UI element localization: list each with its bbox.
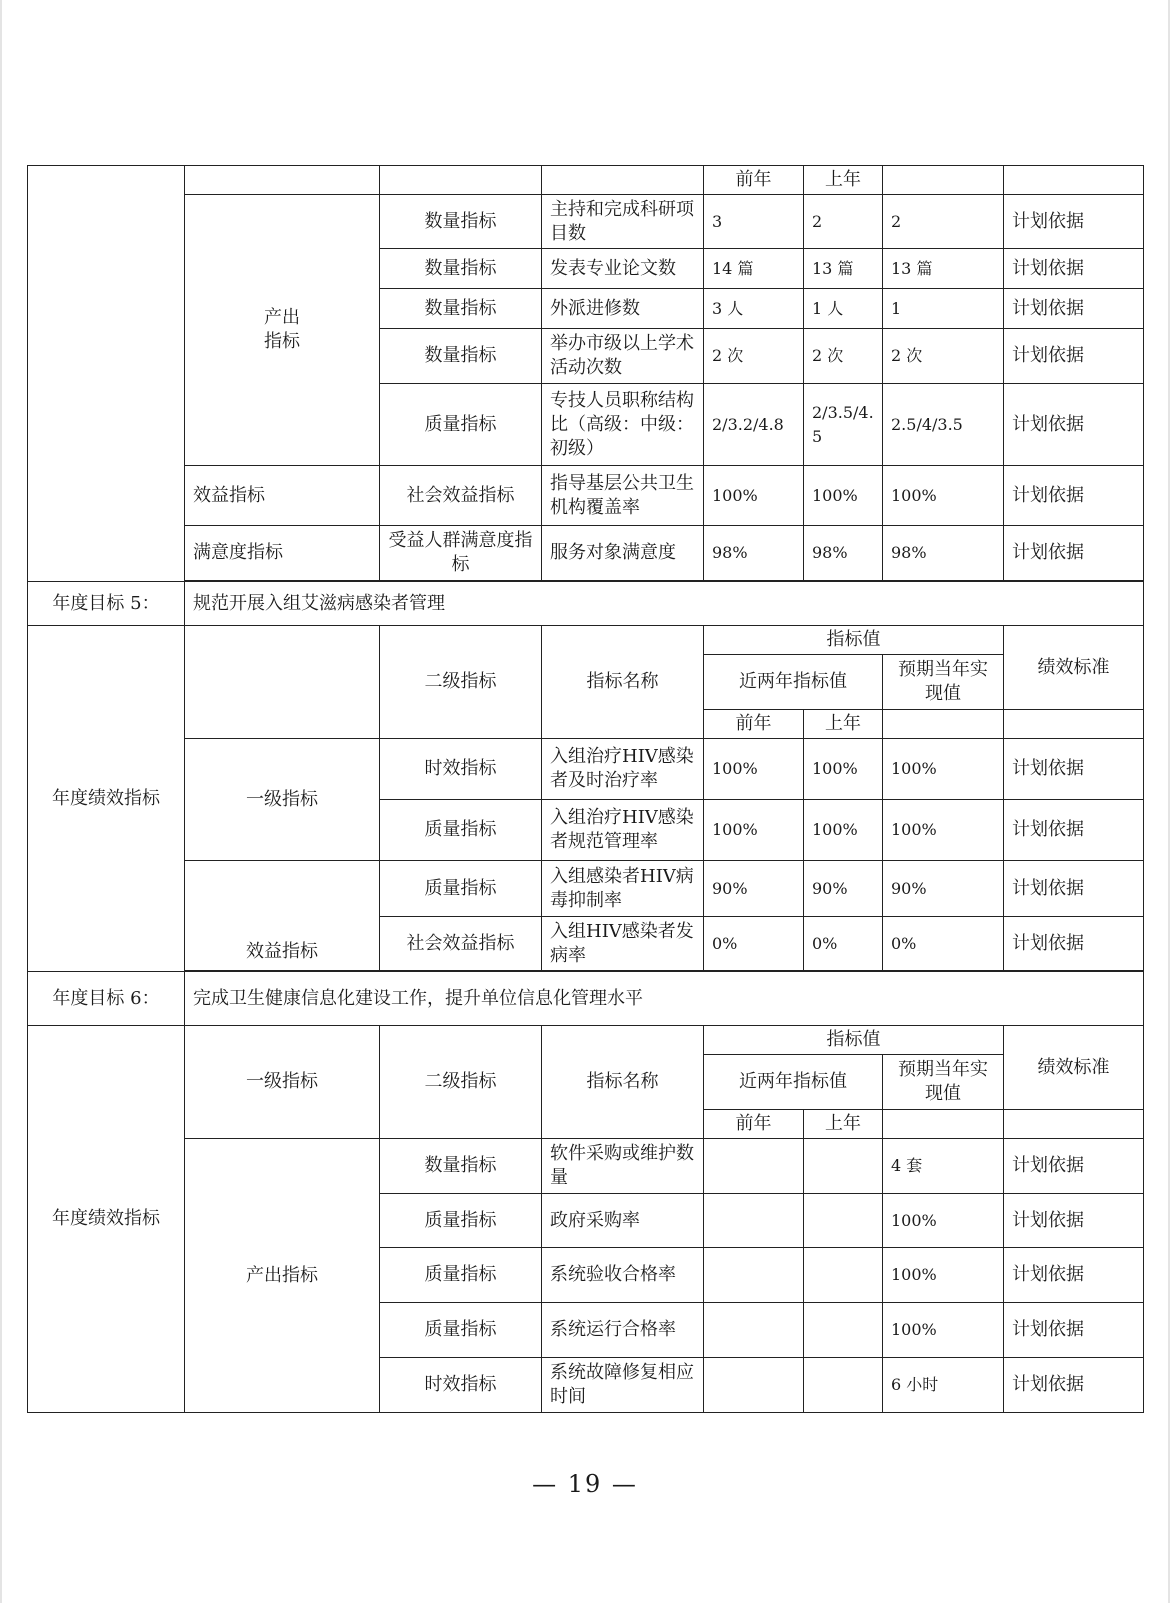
- indicator-name: 政府采购率: [542, 1194, 704, 1248]
- header-last-year: 上年: [804, 166, 883, 195]
- value-last: 2 次: [804, 329, 883, 384]
- header-expected: 预期当年实现值: [883, 1055, 1004, 1110]
- value-prev: [704, 1194, 804, 1248]
- value-prev: 2 次: [704, 329, 804, 384]
- level1-cell: 满意度指标: [185, 526, 380, 581]
- value-last: [804, 1248, 883, 1303]
- value-prev: 100%: [704, 739, 804, 800]
- value-last: 100%: [804, 739, 883, 800]
- header-level2: 二级指标: [380, 626, 542, 739]
- indicator-name: 系统运行合格率: [542, 1303, 704, 1358]
- indicator-name: 指导基层公共卫生机构覆盖率: [542, 466, 704, 526]
- goal-label: 年度目标 6：: [28, 972, 185, 1026]
- indicator-name: 主持和完成科研项目数: [542, 195, 704, 249]
- standard-cell: 计划依据: [1004, 195, 1144, 249]
- goal-label: 年度目标 5：: [28, 582, 185, 626]
- level1-cell: 一级指标: [185, 739, 380, 861]
- value-last: [804, 1358, 883, 1413]
- cell-empty: [1004, 710, 1144, 739]
- page-edge-left: [0, 0, 2, 1603]
- cell-empty: [883, 1110, 1004, 1139]
- header-standard: 绩效标准: [1004, 1026, 1144, 1110]
- cell-empty: [380, 166, 542, 195]
- value-expected: 6 小时: [883, 1358, 1004, 1413]
- table-row: [28, 626, 1144, 655]
- value-last: [804, 1194, 883, 1248]
- page-number: — 19 —: [532, 1470, 638, 1498]
- cell-empty: [1004, 1110, 1144, 1139]
- indicator-name: 服务对象满意度: [542, 526, 704, 581]
- value-prev: [704, 1248, 804, 1303]
- level2-cell: 受益人群满意度指标: [380, 526, 542, 581]
- header-level2: 二级指标: [380, 1026, 542, 1139]
- table-row: [28, 739, 1144, 800]
- header-level1: 一级指标: [185, 1026, 380, 1139]
- value-expected: 100%: [883, 739, 1004, 800]
- indicator-name: 专技人员职称结构比（高级：中级：初级）: [542, 384, 704, 466]
- goal-row: [28, 972, 1144, 1026]
- value-prev: 0%: [704, 917, 804, 971]
- value-expected: 2: [883, 195, 1004, 249]
- value-last: 0%: [804, 917, 883, 971]
- indicator-name: 入组治疗HIV感染者规范管理率: [542, 800, 704, 861]
- standard-cell: 计划依据: [1004, 1194, 1144, 1248]
- value-prev: [704, 1303, 804, 1358]
- cell-empty: [883, 166, 1004, 195]
- table-row: [28, 1026, 1144, 1055]
- header-indicator-value: 指标值: [704, 1026, 1004, 1055]
- header-last-year: 上年: [804, 1110, 883, 1139]
- standard-cell: 计划依据: [1004, 289, 1144, 329]
- header-prev-year: 前年: [704, 710, 804, 739]
- level2-cell: 时效指标: [380, 1358, 542, 1413]
- indicator-name: 入组治疗HIV感染者及时治疗率: [542, 739, 704, 800]
- standard-cell: 计划依据: [1004, 917, 1144, 971]
- value-expected: 13 篇: [883, 249, 1004, 289]
- value-prev: 2/3.2/4.8: [704, 384, 804, 466]
- value-prev: 90%: [704, 861, 804, 917]
- standard-cell: 计划依据: [1004, 800, 1144, 861]
- indicator-name: 入组感染者HIV病毒抑制率: [542, 861, 704, 917]
- table-row: [28, 861, 1144, 917]
- header-recent: 近两年指标值: [704, 1055, 883, 1110]
- level2-cell: 数量指标: [380, 249, 542, 289]
- standard-cell: 计划依据: [1004, 1248, 1144, 1303]
- value-last: 98%: [804, 526, 883, 581]
- indicator-name: 入组HIV感染者发病率: [542, 917, 704, 971]
- indicator-name: 发表专业论文数: [542, 249, 704, 289]
- standard-cell: 计划依据: [1004, 249, 1144, 289]
- value-prev: 100%: [704, 800, 804, 861]
- level2-cell: 时效指标: [380, 739, 542, 800]
- value-last: 2/3.5/4.5: [804, 384, 883, 466]
- standard-cell: 计划依据: [1004, 329, 1144, 384]
- level2-cell: 数量指标: [380, 1139, 542, 1194]
- value-prev: 100%: [704, 466, 804, 526]
- header-standard: 绩效标准: [1004, 626, 1144, 710]
- level2-cell: 质量指标: [380, 800, 542, 861]
- perf-label: 年度绩效指标: [28, 626, 185, 972]
- header-last-year: 上年: [804, 710, 883, 739]
- value-last: [804, 1139, 883, 1194]
- level2-cell: 数量指标: [380, 289, 542, 329]
- value-expected: 2.5/4/3.5: [883, 384, 1004, 466]
- value-expected: 4 套: [883, 1139, 1004, 1194]
- value-expected: 100%: [883, 466, 1004, 526]
- level2-cell: 质量指标: [380, 1194, 542, 1248]
- level2-cell: 社会效益指标: [380, 917, 542, 971]
- level1-cell: 效益指标: [185, 466, 380, 526]
- standard-cell: 计划依据: [1004, 466, 1144, 526]
- cell-empty: [185, 626, 380, 739]
- level2-cell: 质量指标: [380, 1303, 542, 1358]
- goal-row: [28, 582, 1144, 626]
- category-output: 产出 指标: [185, 195, 380, 466]
- level2-cell: 数量指标: [380, 195, 542, 249]
- value-prev: 98%: [704, 526, 804, 581]
- value-last: 2: [804, 195, 883, 249]
- level2-cell: 社会效益指标: [380, 466, 542, 526]
- indicator-name: 外派进修数: [542, 289, 704, 329]
- value-expected: 100%: [883, 1303, 1004, 1358]
- value-expected: 98%: [883, 526, 1004, 581]
- value-expected: 2 次: [883, 329, 1004, 384]
- table-row: [28, 526, 1144, 581]
- indicator-name: 系统故障修复相应时间: [542, 1358, 704, 1413]
- cell-empty: [28, 166, 185, 582]
- standard-cell: 计划依据: [1004, 1139, 1144, 1194]
- level2-cell: 质量指标: [380, 861, 542, 917]
- header-indicator-value: 指标值: [704, 626, 1004, 655]
- header-indicator-name: 指标名称: [542, 626, 704, 739]
- standard-cell: 计划依据: [1004, 384, 1144, 466]
- standard-cell: 计划依据: [1004, 526, 1144, 581]
- value-expected: 100%: [883, 1194, 1004, 1248]
- header-recent: 近两年指标值: [704, 655, 883, 710]
- cell-empty: [542, 166, 704, 195]
- cell-empty: [883, 710, 1004, 739]
- value-last: 100%: [804, 466, 883, 526]
- category-output: 产出指标: [185, 1139, 380, 1413]
- value-expected: 100%: [883, 1248, 1004, 1303]
- standard-cell: 计划依据: [1004, 739, 1144, 800]
- indicator-name: 举办市级以上学术活动次数: [542, 329, 704, 384]
- table-row: [28, 1139, 1144, 1194]
- level2-cell: 质量指标: [380, 1248, 542, 1303]
- table-row: [28, 166, 1144, 195]
- standard-cell: 计划依据: [1004, 861, 1144, 917]
- value-prev: [704, 1358, 804, 1413]
- value-prev: 3 人: [704, 289, 804, 329]
- header-indicator-name: 指标名称: [542, 1026, 704, 1139]
- level2-cell: 质量指标: [380, 384, 542, 466]
- header-expected: 预期当年实现值: [883, 655, 1004, 710]
- table-row: [28, 195, 1144, 249]
- header-prev-year: 前年: [704, 1110, 804, 1139]
- value-last: [804, 1303, 883, 1358]
- cell-empty: [185, 166, 380, 195]
- table-row: [28, 466, 1144, 526]
- standard-cell: 计划依据: [1004, 1358, 1144, 1413]
- value-expected: 0%: [883, 917, 1004, 971]
- standard-cell: 计划依据: [1004, 1303, 1144, 1358]
- goal-text: 完成卫生健康信息化建设工作，提升单位信息化管理水平: [185, 972, 1144, 1026]
- value-expected: 90%: [883, 861, 1004, 917]
- value-expected: 1: [883, 289, 1004, 329]
- value-last: 1 人: [804, 289, 883, 329]
- value-last: 90%: [804, 861, 883, 917]
- value-prev: 3: [704, 195, 804, 249]
- value-prev: [704, 1139, 804, 1194]
- indicator-name: 软件采购或维护数量: [542, 1139, 704, 1194]
- level1-cell: 效益指标: [185, 861, 380, 971]
- value-expected: 100%: [883, 800, 1004, 861]
- cell-empty: [1004, 166, 1144, 195]
- value-prev: 14 篇: [704, 249, 804, 289]
- level2-cell: 数量指标: [380, 329, 542, 384]
- header-prev-year: 前年: [704, 166, 804, 195]
- performance-table: [27, 165, 1144, 1413]
- indicator-name: 系统验收合格率: [542, 1248, 704, 1303]
- goal-text: 规范开展入组艾滋病感染者管理: [185, 582, 1144, 626]
- value-last: 13 篇: [804, 249, 883, 289]
- perf-label: 年度绩效指标: [28, 1026, 185, 1413]
- value-last: 100%: [804, 800, 883, 861]
